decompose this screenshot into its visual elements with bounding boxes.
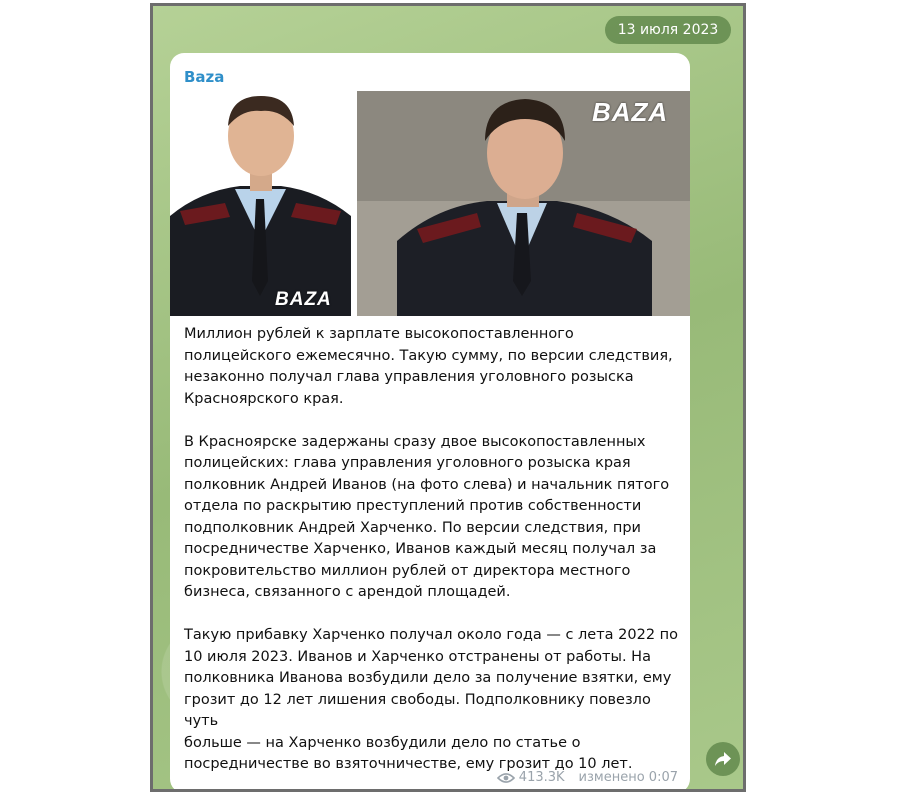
photo-left[interactable] [170,91,351,316]
paragraph: В Красноярске задержаны сразу двое высокопоставленных полицейских: глава управления уголовного розыска края полковник Андрей Иванов (на фото слева) и начальник пятого отдела по раскрытию преступлений против собственности подполковник Андрей Харченко. По версии следствия, при посредничестве Харченко, Иванов каждый месяц получал за покровительство миллион рублей от директора местного бизнеса, связанного с арендой площадей. [184,433,670,600]
eye-icon [497,772,515,784]
portrait-left [170,91,351,316]
sender-name[interactable]: Baza [184,68,225,86]
message-meta [497,770,678,785]
edited-label: изменено 0:07 [578,770,678,785]
photo-right[interactable] [357,91,690,316]
message-bubble[interactable] [170,53,690,792]
chat-window [150,3,746,792]
message-text [184,324,679,792]
date-badge: 13 июля 2023 [605,16,731,44]
paragraph: Такую прибавку Харченко получал около года — с лета 2022 по 10 июля 2023. Иванов и Харченко отстранены от работы. На полковника Иванова возбудили дело за получение взятки, ему грозит до 12 лет лишения свободы. Подполковнику повезло чуть больше — на Харченко возбудили дело по статье о посредничестве во взяточничестве, ему грозит до 10 лет. [184,627,679,772]
share-arrow-icon [714,751,732,767]
watermark-left: BAZA [275,289,332,310]
paragraph: Миллион рублей к зарплате высокопоставленного полицейского ежемесячно. Такую сумму, по версии следствия, незаконно получал глава управления уголовного розыска Красноярского края. [184,326,673,407]
view-count: 413.3K [518,770,565,785]
watermark-right: BAZA [592,97,669,127]
share-button[interactable] [706,742,740,776]
